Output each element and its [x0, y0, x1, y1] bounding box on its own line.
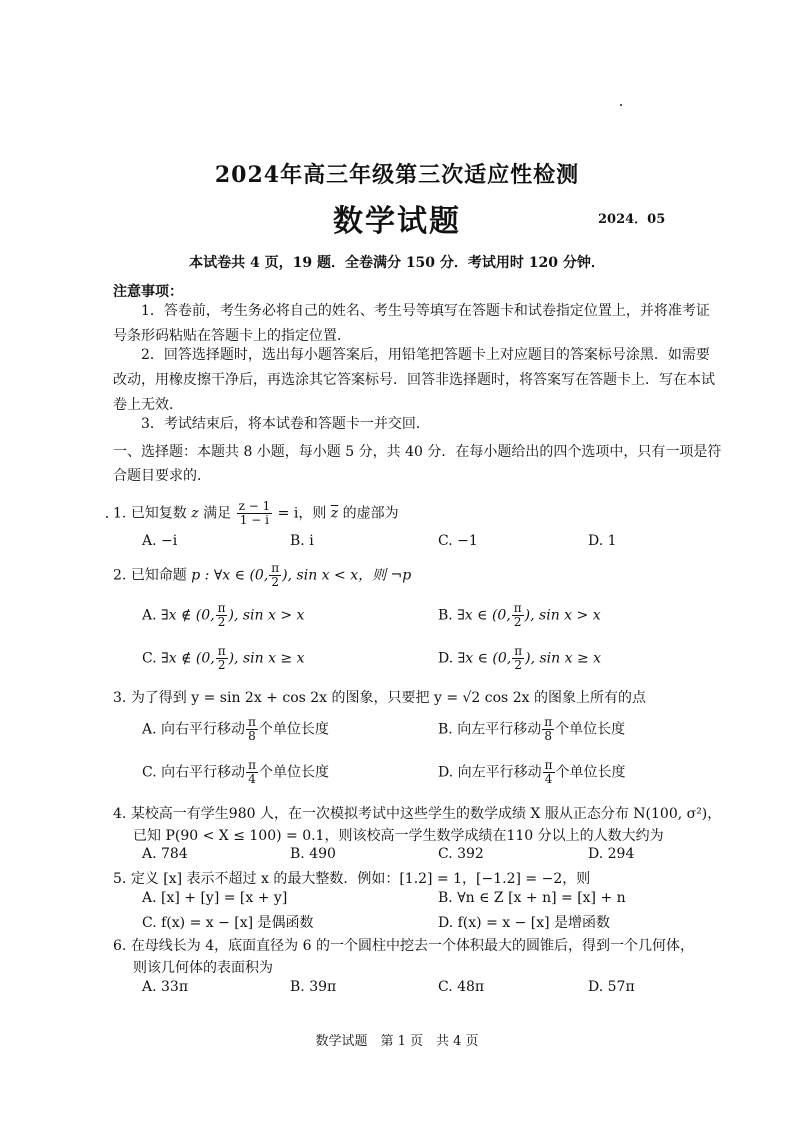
q6-line-2: 则该几何体的表面积为: [133, 960, 273, 976]
question-number: 6.: [113, 938, 127, 954]
option-text-b: 个单位长度: [259, 764, 330, 781]
q2-stmt-b: ), sin x < x，则 ¬p: [282, 567, 412, 584]
q1-zbar: $\overline{z}$: [330, 505, 339, 522]
q4-option-a: A. 784: [142, 846, 188, 862]
q3-option-c: [142, 759, 329, 786]
frac-den: 4: [248, 772, 256, 786]
frac-num: π: [217, 601, 226, 615]
option-fraction: [246, 759, 258, 786]
q4-option-d: D. 294: [588, 846, 635, 862]
frac-num: π: [217, 644, 226, 658]
option-fraction: [543, 759, 555, 786]
question-2: [113, 562, 411, 589]
q5-option-d: D. f(x) = x − [x] 是增函数: [438, 915, 611, 931]
option-label: C.: [142, 650, 157, 667]
notice-item-1: 1．答卷前，考生务必将自己的姓名、考生号等填写在答题卡和试卷指定位置上，并将准考证号条形码粘贴在答题卡上的指定位置．: [113, 303, 710, 344]
q1-option-b: B. i: [290, 533, 314, 549]
q3-option-d: [438, 759, 626, 786]
option-label: D.: [438, 764, 454, 781]
q1-frac-num: z − 1: [238, 499, 271, 513]
question-6: [113, 935, 694, 955]
q1-frac-den: 1 − i: [239, 513, 269, 527]
exam-intro: 本试卷共 4 页，19 题．全卷满分 150 分．考试用时 120 分钟．: [189, 255, 605, 271]
frac-den: 8: [248, 729, 256, 743]
option-text-a: 向右平行移动: [161, 764, 246, 781]
q5-text: 定义 [x] 表示不超过 x 的最大整数．例如：[1.2] = 1，[−1.2] = −2，则: [130, 871, 591, 887]
option-text-b: 个单位长度: [258, 721, 329, 738]
q6-option-d: D. 57π: [588, 979, 635, 995]
option-fraction: [216, 645, 228, 672]
frac-den: 2: [513, 615, 522, 629]
q5-option-c: C. f(x) = x − [x] 是偶函数: [142, 915, 314, 931]
notice-heading: 注意事项：: [113, 284, 183, 300]
q6-option-b: B. 39π: [290, 979, 337, 995]
scan-speck: [620, 104, 622, 106]
question-number: 2.: [113, 567, 127, 584]
q2-option-a: [142, 602, 304, 629]
option-text-b: ), sin x ≥ x: [525, 650, 602, 667]
option-label: D.: [438, 650, 454, 667]
q6-option-a: A. 33π: [142, 979, 189, 995]
option-text-a: ∃x ∈ (0,: [457, 607, 511, 624]
question-5: [113, 868, 590, 888]
option-fraction: [512, 645, 524, 672]
question-3: [113, 687, 646, 707]
frac-num: π: [248, 715, 256, 729]
frac-den: 4: [544, 772, 553, 786]
q5-option-b: B. ∀n ∈ Z [x + n] = [x] + n: [438, 890, 626, 906]
question-number: 4.: [113, 806, 127, 822]
option-fraction: [512, 602, 524, 629]
q3-text: 为了得到 y = sin 2x + cos 2x 的图象，只要把 y = √2 cos 2x 的图象上所有的点: [130, 690, 646, 706]
option-text-b: 个单位长度: [555, 764, 626, 781]
question-number: 3.: [113, 690, 127, 706]
option-text-a: 向左平行移动: [457, 764, 542, 781]
q2-option-b: [438, 602, 601, 629]
q1-text-end: 的虚部为: [342, 505, 399, 522]
frac-den: 2: [217, 615, 226, 629]
q1-text-post: = i，则: [277, 505, 327, 522]
option-text-a: ∃x ∉ (0,: [161, 607, 215, 624]
page-footer: 数学试题 第 1 页 共 4 页: [315, 1034, 479, 1049]
option-label: B.: [438, 721, 453, 738]
q2-option-c: [142, 645, 305, 672]
frac-num: π: [544, 758, 553, 772]
option-label: C.: [142, 764, 157, 781]
q3-option-a: [142, 716, 329, 743]
q2-option-d: [438, 645, 601, 672]
option-fraction: [542, 716, 554, 743]
frac-num: π: [514, 644, 523, 658]
q2-frac-num: π: [271, 561, 280, 575]
exam-title: 2024年高三年级第三次适应性检测: [214, 162, 580, 188]
q4-option-b: B. 490: [290, 846, 336, 862]
option-label: A.: [142, 607, 157, 624]
exam-date: 2024．05: [598, 212, 666, 227]
question-1: [113, 500, 399, 527]
frac-den: 2: [217, 658, 226, 672]
option-text-a: 向左平行移动: [457, 721, 542, 738]
frac-den: 2: [514, 658, 522, 672]
q1-option-a: A. −i: [142, 533, 178, 549]
q4-line-1: 某校高一有学生980 人，在一次模拟考试中这些学生的数学成绩 X 服从正态分布 N(100, σ²)，: [130, 806, 722, 822]
question-number: 5.: [113, 871, 127, 887]
q1-option-d: D. 1: [588, 533, 617, 549]
option-label: A.: [142, 721, 157, 738]
subject-title: 数学试题: [333, 204, 461, 239]
frac-num: π: [248, 758, 257, 772]
q6-option-c: C. 48π: [438, 979, 485, 995]
frac-num: π: [513, 601, 522, 615]
q1-text-pre: 已知复数: [130, 505, 187, 522]
q2-text-pre: 已知命题: [130, 567, 187, 584]
option-text-b: 个单位长度: [555, 721, 626, 738]
scan-speck: [106, 516, 108, 518]
notice-item-2: 2．回答选择题时，选出每小题答案后，用铅笔把答题卡上对应题目的答案标号涂黑．如需要改动，用橡皮擦干净后，再选涂其它答案标号．回答非选择题时，将答案写在答题卡上．写在本试卷上无效．: [113, 347, 715, 413]
question-number: 1.: [113, 505, 127, 522]
frac-den: 8: [544, 729, 552, 743]
q1-var: z: [191, 505, 199, 522]
q2-frac-den: 2: [271, 575, 280, 589]
question-4: [113, 803, 721, 823]
q4-line-2: 已知 P(90 < X ≤ 100) = 0.1，则该校高一学生数学成绩在110 分以上的人数大约为: [133, 828, 664, 844]
option-fraction: [216, 602, 228, 629]
option-text-b: ), sin x > x: [524, 607, 601, 624]
q5-option-a: A. [x] + [y] = [x + y]: [142, 890, 288, 906]
q1-option-c: C. −1: [438, 533, 478, 549]
q3-option-b: [438, 716, 625, 743]
q4-option-c: C. 392: [438, 846, 484, 862]
option-text-a: ∃x ∈ (0,: [457, 650, 512, 667]
section-heading: 一、选择题：本题共 8 小题，每小题 5 分，共 40 分．在每小题给出的四个选项中，只有一项是符合题目要求的．: [113, 444, 722, 484]
option-label: B.: [438, 607, 453, 624]
frac-num: π: [544, 715, 553, 729]
q2-fraction: [269, 562, 281, 589]
q2-stmt-a: p : ∀x ∈ (0,: [191, 567, 269, 584]
notice-item-3: 3．考试结束后，将本试卷和答题卡一并交回．: [141, 416, 430, 432]
option-fraction: [246, 716, 258, 743]
q1-text-mid: 满足: [203, 505, 232, 522]
q6-line-1: 在母线长为 4，底面直径为 6 的一个圆柱中挖去一个体积最大的圆锥后，得到一个几何体，: [130, 938, 694, 954]
option-text-b: ), sin x ≥ x: [228, 650, 305, 667]
option-text-b: ), sin x > x: [228, 607, 305, 624]
q1-fraction: [237, 500, 273, 527]
option-text-a: 向右平行移动: [161, 721, 246, 738]
option-text-a: ∃x ∉ (0,: [161, 650, 215, 667]
